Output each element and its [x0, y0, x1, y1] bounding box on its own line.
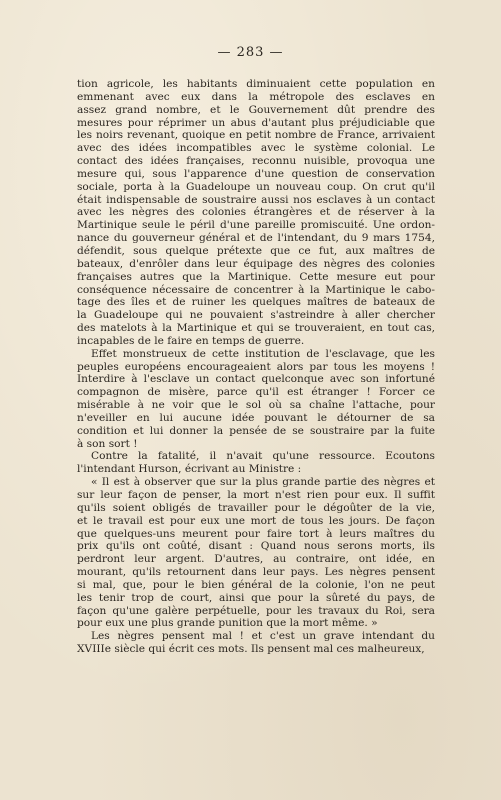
text-line: perdront leur argent. D'autres, au contraire, ont idée, en: [77, 553, 435, 566]
text-line: avec des idées incompatibles avec le système colonial. Le: [77, 142, 435, 155]
text-line: était indispensable de soustraire aussi nos esclaves à un contact: [77, 193, 435, 206]
text-line: sur leur façon de penser, la mort n'est rien pour eux. Il suffit: [77, 489, 435, 501]
text-line: compagnon de misère, parce qu'il est étranger ! Forcer ce: [77, 386, 435, 399]
text-line: mesure qui, sous l'apparence d'une question de conservation: [77, 167, 435, 180]
paragraph: [77, 348, 435, 451]
text-line: Martinique seule le péril d'une pareille promiscuité. Une ordon-: [77, 219, 435, 232]
text-line: les noirs revenant, quoique en petit nombre de France, arrivaient: [77, 129, 435, 142]
text-line: tage des îles et de ruiner les quelques maîtres de bateaux de: [77, 296, 435, 309]
text-line: que quelques-uns meurent pour faire tort à leurs maîtres du: [77, 527, 435, 540]
text-line: sociale, porta à la Guadeloupe un nouveau coup. On crut qu'il: [77, 180, 435, 193]
text-line: façon qu'une galère perpétuelle, pour les travaux du Roi, sera: [77, 604, 435, 617]
paragraph: [77, 78, 435, 348]
text-line: n'eveiller en lui aucune idée pouvant le détourner de sa: [77, 411, 435, 424]
text-line: prix qu'ils ont coûté, disant : Quand nous serons morts, ils: [77, 540, 435, 553]
text-line: françaises autres que la Martinique. Cette mesure eut pour: [77, 270, 435, 283]
text-line: contact des idées françaises, reconnu nuisible, provoqua une: [77, 155, 435, 168]
text-line: emmenant avec eux dans la métropole des esclaves en: [77, 90, 435, 103]
text-line: tion agricole, les habitants diminuaient cette population en: [77, 78, 435, 90]
paragraph: [77, 450, 435, 476]
text-line: défendit, sous quelque prétexte que ce fut, aux maîtres de: [77, 244, 435, 257]
text-line: « Il est à observer que sur la plus grande partie des nègres et: [91, 476, 435, 489]
text-line: incapables de le faire en temps de guerre.: [77, 334, 305, 347]
text-line: nance du gouverneur général et de l'intendant, du 9 mars 1754,: [77, 232, 435, 245]
text-line: qu'ils soient obligés de travailler pour le dégoûter de la vie,: [77, 501, 435, 514]
paragraph: [77, 630, 435, 656]
text-line: XVIIIe siècle qui écrit ces mots. Ils pensent mal ces malheureux,: [77, 643, 425, 656]
text-line: Les nègres pensent mal ! et c'est un grave intendant du: [91, 630, 435, 643]
text-line: assez grand nombre, et le Gouvernement dût prendre des: [77, 103, 435, 116]
text-line: mourant, qu'ils retournent dans leur pays. Les nègres pensent: [77, 566, 435, 579]
text-line: conséquence nécessaire de concentrer à la Martinique le cabo-: [77, 283, 435, 296]
page-number: — 283 —: [217, 45, 284, 60]
text-line: les tenir trop de court, ainsi que pour la sûreté du pays, de: [77, 591, 435, 604]
text-line: Interdire à l'esclave un contact quelconque avec son infortuné: [77, 373, 435, 386]
text-line: pour eux une plus grande punition que la mort même. »: [77, 617, 378, 630]
text-line: la Guadeloupe qui ne pouvaient s'astreindre à aller chercher: [77, 309, 435, 322]
text-line: à son sort !: [77, 437, 138, 450]
text-line: des matelots à la Martinique et qui se trouveraient, en tout cas,: [77, 322, 435, 335]
text-line: peuples européens encourageaient alors par tous les moyens !: [77, 360, 435, 373]
paragraph: [77, 476, 435, 630]
body-text: [77, 78, 435, 656]
text-line: l'intendant Hurson, écrivant au Ministre :: [77, 463, 302, 476]
text-line: Contre la fatalité, il n'avait qu'une ressource. Ecoutons: [91, 450, 435, 463]
text-line: avec les nègres des colonies étrangères et de réserver à la: [77, 206, 435, 219]
text-line: si mal, que, pour le bien général de la colonie, l'on ne peut: [77, 578, 435, 591]
text-line: misérable à ne voir que le sol où sa chaîne l'attache, pour: [77, 399, 435, 412]
text-line: condition et lui donner la pensée de se soustraire par la fuite: [77, 424, 435, 437]
text-line: mesures pour réprimer un abus d'autant plus préjudiciable que: [77, 116, 435, 129]
text-line: bateaux, d'enrôler dans leur équipage des nègres des colonies: [77, 257, 435, 270]
text-line: et le travail est pour eux une mort de tous les jours. De façon: [77, 514, 435, 527]
text-line: Effet monstrueux de cette institution de l'esclavage, que les: [91, 347, 435, 360]
